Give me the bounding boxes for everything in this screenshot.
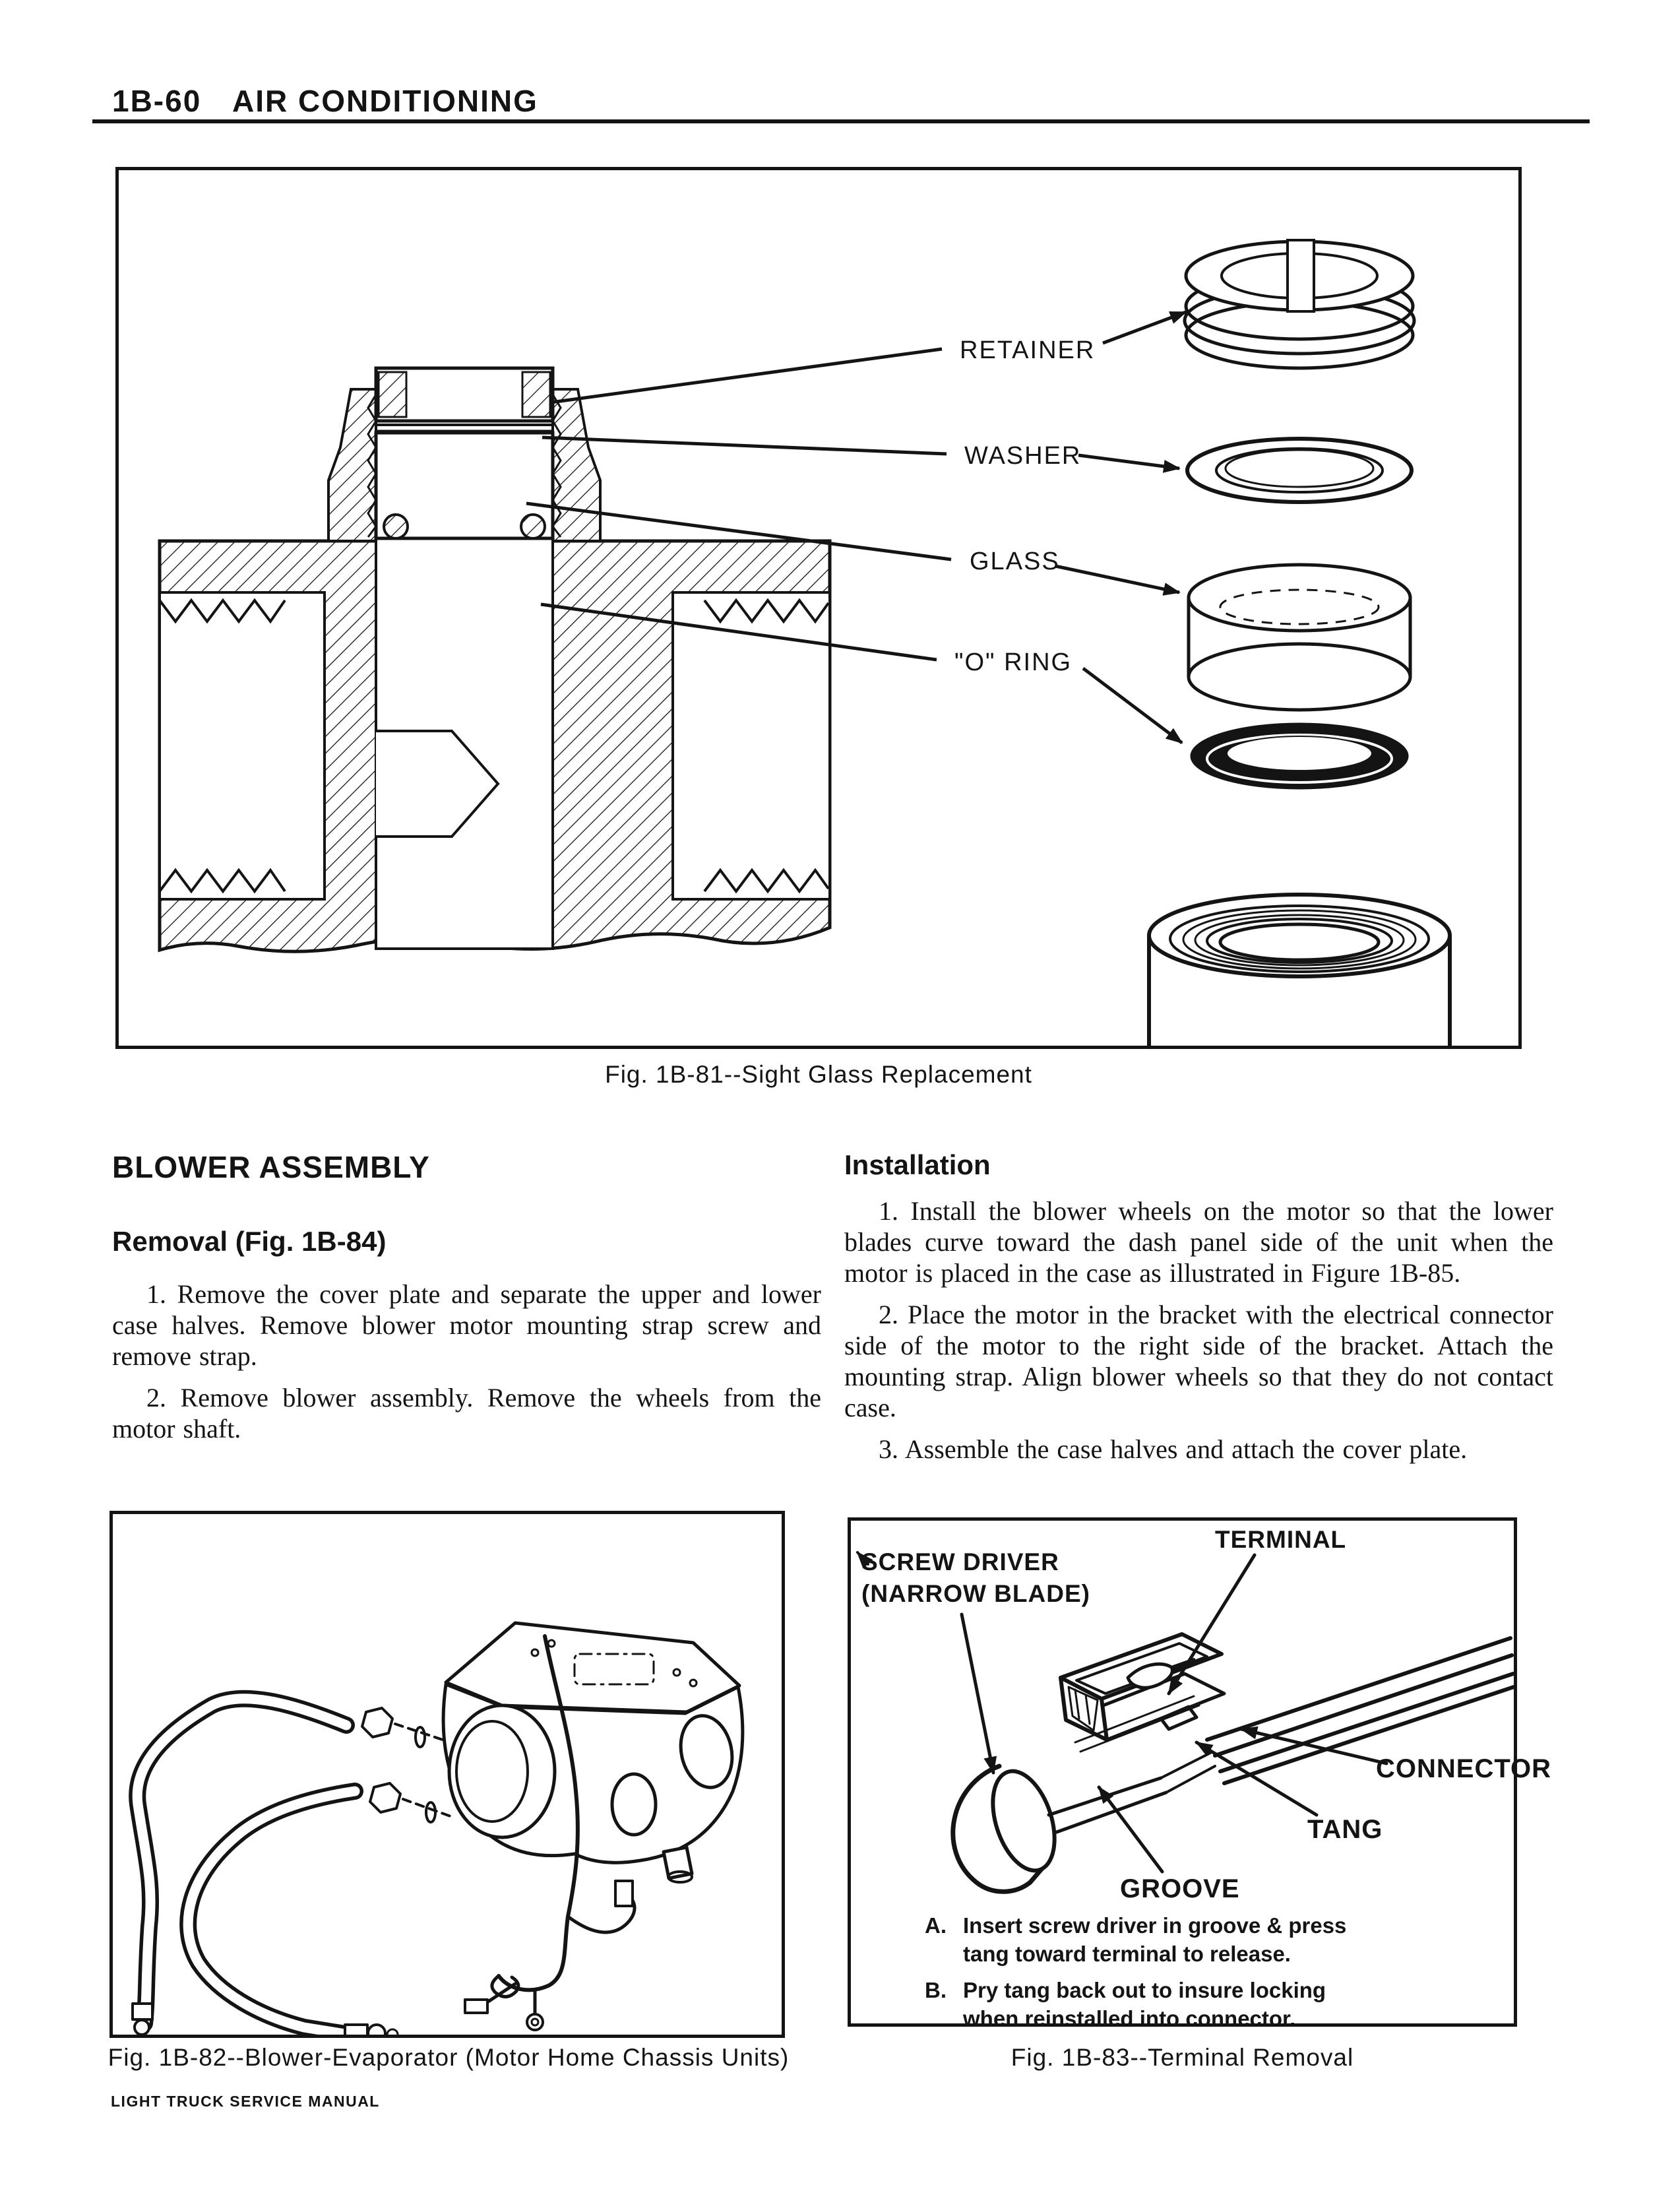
page-title: AIR CONDITIONING bbox=[232, 84, 538, 118]
procedure-notes bbox=[925, 1911, 1466, 2041]
note-a-line2: tang toward terminal to release. bbox=[963, 1942, 1291, 1966]
o-ring-part bbox=[1191, 723, 1408, 789]
screwdriver-label-line1: SCREW DRIVER bbox=[861, 1548, 1059, 1575]
tang-label: TANG bbox=[1307, 1815, 1383, 1844]
note-b-line2: when reinstalled into connector. bbox=[963, 2006, 1296, 2031]
glass-part bbox=[1189, 565, 1410, 710]
tube-part bbox=[1149, 895, 1450, 1046]
figure-terminal-removal bbox=[848, 1517, 1552, 2031]
terminal-label: TERMINAL bbox=[1215, 1526, 1347, 1553]
note-a-text bbox=[963, 1911, 1346, 1968]
sight-glass-drawing bbox=[119, 170, 1518, 1046]
exploded-parts bbox=[1149, 240, 1450, 1046]
installation-heading: Installation bbox=[844, 1149, 991, 1180]
figure-1b81-caption: Fig. 1B-81--Sight Glass Replacement bbox=[605, 1061, 1032, 1088]
o-ring-section bbox=[384, 515, 408, 538]
right-column bbox=[844, 1149, 1553, 1465]
page-number: 1B-60 bbox=[112, 84, 202, 118]
note-b bbox=[925, 1976, 1466, 2033]
screwdriver-label-line2: (NARROW BLADE) bbox=[861, 1580, 1090, 1607]
hose-fittings bbox=[362, 1708, 451, 1822]
note-a bbox=[925, 1911, 1466, 1968]
note-a-letter: A. bbox=[925, 1913, 947, 1938]
removal-paragraph-2: 2. Remove blower assembly. Remove the wheels from the motor shaft. bbox=[112, 1383, 821, 1443]
header-rule bbox=[92, 119, 1590, 123]
connector-body bbox=[1061, 1634, 1224, 1752]
o-ring-label: "O" RING bbox=[954, 649, 1073, 676]
refrigerant-hoses bbox=[133, 1699, 398, 2035]
figure-sight-glass bbox=[115, 167, 1522, 1049]
blower-assembly-heading: BLOWER ASSEMBLY bbox=[112, 1150, 430, 1184]
installation-paragraph-2: 2. Place the motor in the bracket with the electrical connector side of the motor to the right side of the bracket. Attach the mounting strap. Align blower wheels so that they do not contact case. bbox=[844, 1300, 1553, 1422]
figure-blower-evaporator bbox=[109, 1511, 785, 2038]
removal-heading: Removal (Fig. 1B-84) bbox=[112, 1226, 387, 1257]
figure-1b82-caption: Fig. 1B-82--Blower-Evaporator (Motor Home Chassis Units) bbox=[108, 2044, 790, 2071]
retainer-label: RETAINER bbox=[960, 336, 1096, 364]
groove-label: GROOVE bbox=[1120, 1874, 1240, 1903]
footer-text: LIGHT TRUCK SERVICE MANUAL bbox=[111, 2093, 380, 2110]
glass-label: GLASS bbox=[970, 548, 1060, 575]
left-column bbox=[112, 1149, 821, 1444]
removal-paragraph-1: 1. Remove the cover plate and separate the upper and lower case halves. Remove blower motor mounting strap screw and remove strap. bbox=[112, 1279, 821, 1371]
blower-evaporator-drawing bbox=[113, 1514, 782, 2035]
washer-part bbox=[1187, 439, 1412, 502]
washer-label: WASHER bbox=[964, 442, 1082, 470]
connector-label: CONNECTOR bbox=[1376, 1754, 1552, 1783]
figure-1b83-caption: Fig. 1B-83--Terminal Removal bbox=[1011, 2044, 1354, 2071]
retainer-part bbox=[1185, 240, 1414, 368]
blower-housing bbox=[443, 1623, 743, 1882]
installation-paragraph-1: 1. Install the blower wheels on the motor so that the lower blades curve toward the dash panel side of the unit when the motor is placed in the case as illustrated in Figure 1B-85. bbox=[844, 1196, 1553, 1288]
note-a-line1: Insert screw driver in groove & press bbox=[963, 1913, 1347, 1938]
installation-paragraph-3: 3. Assemble the case halves and attach the cover plate. bbox=[879, 1434, 1468, 1464]
fitting-cross-section bbox=[160, 368, 830, 951]
note-b-letter: B. bbox=[925, 1978, 947, 2002]
note-b-text bbox=[963, 1976, 1326, 2033]
note-b-line1: Pry tang back out to insure locking bbox=[963, 1978, 1326, 2002]
